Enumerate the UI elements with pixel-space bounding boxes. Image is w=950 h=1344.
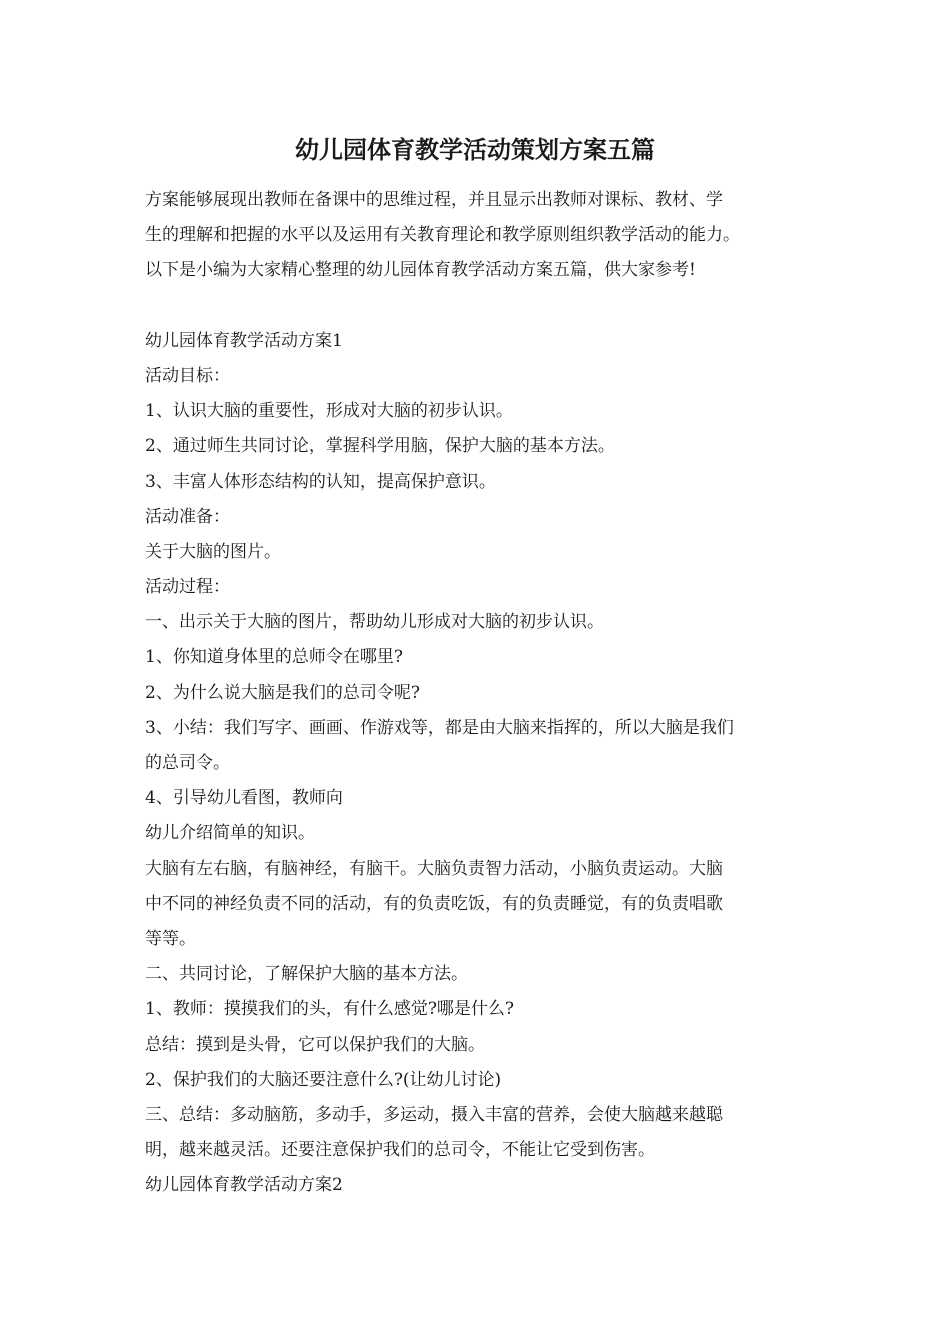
body-line: 关于大脑的图片。: [145, 541, 281, 562]
body-line: 活动目标：: [145, 365, 230, 386]
body-line: 1、认识大脑的重要性，形成对大脑的初步认识。: [145, 401, 513, 422]
intro-line: 方案能够展现出教师在备课中的思维过程，并且显示出教师对课标、教材、学: [145, 190, 723, 210]
section-heading: 幼儿园体育教学活动方案2: [145, 1175, 343, 1196]
body-line: 4、引导幼儿看图，教师向: [145, 788, 343, 809]
body-line: 活动过程：: [145, 577, 230, 598]
body-line: 2、通过师生共同讨论，掌握科学用脑，保护大脑的基本方法。: [145, 436, 615, 457]
body-line: 1、你知道身体里的总师令在哪里?: [145, 647, 403, 668]
document-title: 幼儿园体育教学活动策划方案五篇: [295, 135, 655, 164]
body-line: 一、出示关于大脑的图片，帮助幼儿形成对大脑的初步认识。: [145, 612, 604, 633]
intro-line: 生的理解和把握的水平以及运用有关教育理论和教学原则组织教学活动的能力。: [145, 225, 740, 246]
body-line: 的总司令。: [145, 753, 230, 773]
body-line: 二、共同讨论，了解保护大脑的基本方法。: [145, 964, 468, 985]
document-content: [145, 183, 825, 1203]
body-line: 三、总结：多动脑筋，多动手，多运动，摄入丰富的营养，会使大脑越来越聪: [145, 1104, 723, 1125]
body-line: 2、保护我们的大脑还要注意什么?(让幼儿讨论): [145, 1069, 502, 1090]
section-heading: 幼儿园体育教学活动方案1: [145, 330, 343, 351]
body-line: 等等。: [145, 928, 196, 949]
body-line: 中不同的神经负责不同的活动，有的负责吃饭，有的负责睡觉，有的负责唱歌: [145, 893, 723, 914]
body-line: 3、丰富人体形态结构的认知，提高保护意识。: [145, 471, 496, 492]
body-line: 1、教师：摸摸我们的头，有什么感觉?哪是什么?: [145, 999, 515, 1020]
body-line: 大脑有左右脑，有脑神经，有脑干。大脑负责智力活动，小脑负责运动。大脑: [145, 858, 723, 879]
intro-line: 以下是小编为大家精心整理的幼儿园体育教学活动方案五篇，供大家参考!: [145, 260, 696, 281]
body-line: 2、为什么说大脑是我们的总司令呢?: [145, 682, 420, 703]
body-line: 明，越来越灵活。还要注意保护我们的总司令，不能让它受到伤害。: [145, 1140, 655, 1161]
paragraph-gap: [145, 289, 825, 324]
body-line: 总结：摸到是头骨，它可以保护我们的大脑。: [145, 1034, 485, 1055]
body-line: 幼儿介绍简单的知识。: [145, 823, 315, 844]
body-line: 活动准备：: [145, 506, 230, 527]
body-line: 3、小结：我们写字、画画、作游戏等，都是由大脑来指挥的，所以大脑是我们: [145, 717, 734, 738]
